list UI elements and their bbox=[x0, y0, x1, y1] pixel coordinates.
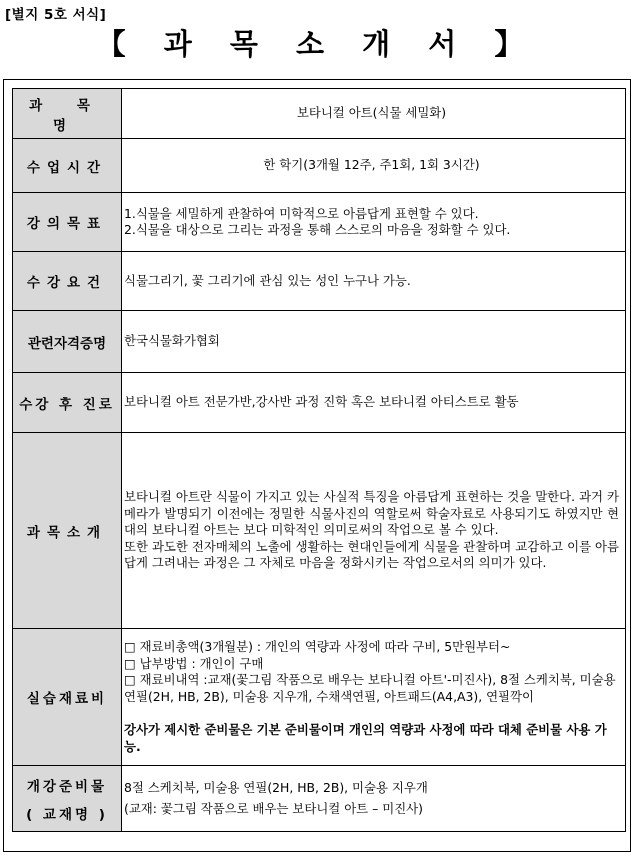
materials-note: 강사가 제시한 준비물은 기본 준비물이며 개인의 역량과 사정에 따라 대체 준비물 사용 가능. bbox=[124, 722, 607, 754]
label-duration: 수업시간 bbox=[13, 139, 122, 193]
course-info-table bbox=[12, 88, 626, 832]
value-career: 보타니컬 아트 전문가반,강사반 과정 진학 혹은 보타니컬 아티스트로 활동 bbox=[122, 373, 626, 433]
label-supplies bbox=[13, 766, 122, 832]
row-requirements bbox=[13, 252, 626, 311]
value-materials bbox=[122, 629, 626, 766]
label-certification: 관련자격증명 bbox=[13, 311, 122, 373]
row-subject bbox=[13, 89, 626, 139]
row-duration bbox=[13, 139, 626, 193]
row-overview bbox=[13, 433, 626, 629]
row-certification bbox=[13, 311, 626, 373]
label-career: 수강 후 진로 bbox=[13, 373, 122, 433]
label-subject: 과 목 명 bbox=[13, 89, 122, 139]
value-certification: 한국식물화가협회 bbox=[122, 311, 626, 373]
value-overview bbox=[122, 433, 626, 629]
objective-line-1: 1.식물을 세밀하게 관찰하여 미학적으로 아름답게 표현할 수 있다. bbox=[124, 205, 479, 221]
row-objectives bbox=[13, 193, 626, 252]
document-title: 【 과 목 소 개 서 】 bbox=[96, 27, 538, 61]
supplies-line-2: (교재: 꽃그림 작품으로 배우는 보타니컬 아트 – 미진사) bbox=[124, 800, 423, 816]
row-supplies bbox=[13, 766, 626, 832]
supplies-line-1: 8절 스케치북, 미술용 연필(2H, HB, 2B), 미술용 지우개 bbox=[124, 780, 428, 795]
objective-line-2: 2.식물을 대상으로 그리는 과정을 통해 스스로의 마음을 정화할 수 있다. bbox=[124, 222, 511, 237]
value-supplies bbox=[122, 766, 626, 832]
label-objectives: 강의목표 bbox=[13, 193, 122, 252]
value-duration: 한 학기(3개월 12주, 주1회, 1회 3시간) bbox=[122, 139, 626, 193]
value-subject: 보타니컬 아트(식물 세밀화) bbox=[122, 89, 626, 139]
label-materials: 실습재료비 bbox=[13, 629, 122, 766]
materials-line-1: □ 재료비총액(3개월분) : 개인의 역량과 사정에 따라 구비, 5만원부터~ bbox=[124, 639, 511, 654]
label-supplies-line-1: 개강준비물 bbox=[26, 778, 108, 795]
label-overview: 과목소개 bbox=[13, 433, 122, 629]
materials-line-3: □ 재료비내역 :교재(꽃그림 작품으로 배우는 보타니컬 아트'-미진사), 8절 스케치북, 미술용 연필(2H, HB, 2B), 미술용 지우개, 수채색연필, 아트패드(A4,A3), 연필깍이 bbox=[124, 672, 616, 704]
value-objectives bbox=[122, 193, 626, 252]
label-supplies-line-2: ( 교재명 ) bbox=[26, 806, 108, 823]
materials-line-2: □ 납부방법 : 개인이 구매 bbox=[124, 655, 264, 671]
form-number-label: [별지 5호 서식] bbox=[5, 7, 107, 23]
overview-paragraph-1: 보타니컬 아트란 식물이 가지고 있는 사실적 특징을 아름답게 표현하는 것을 말한다. 과거 카메라가 발명되기 이전에는 정밀한 식물사진의 역할로써 학술자료로 사용되기도 하였지만 현대의 보타니컬 아트는 보다 미학적인 의미로써의 작업으로 볼 수 있다. bbox=[124, 489, 619, 538]
label-requirements: 수강요건 bbox=[13, 252, 122, 311]
row-career bbox=[13, 373, 626, 433]
overview-paragraph-2: 또한 과도한 전자매체의 노출에 생활하는 현대인들에게 식물을 관찰하며 교감하고 이를 아름답게 그려내는 과정은 그 자체로 마음을 정화시키는 작업으로서의 의미가 있다. bbox=[124, 538, 619, 571]
row-materials bbox=[13, 629, 626, 766]
value-requirements: 식물그리기, 꽃 그리기에 관심 있는 성인 누구나 가능. bbox=[122, 252, 626, 311]
